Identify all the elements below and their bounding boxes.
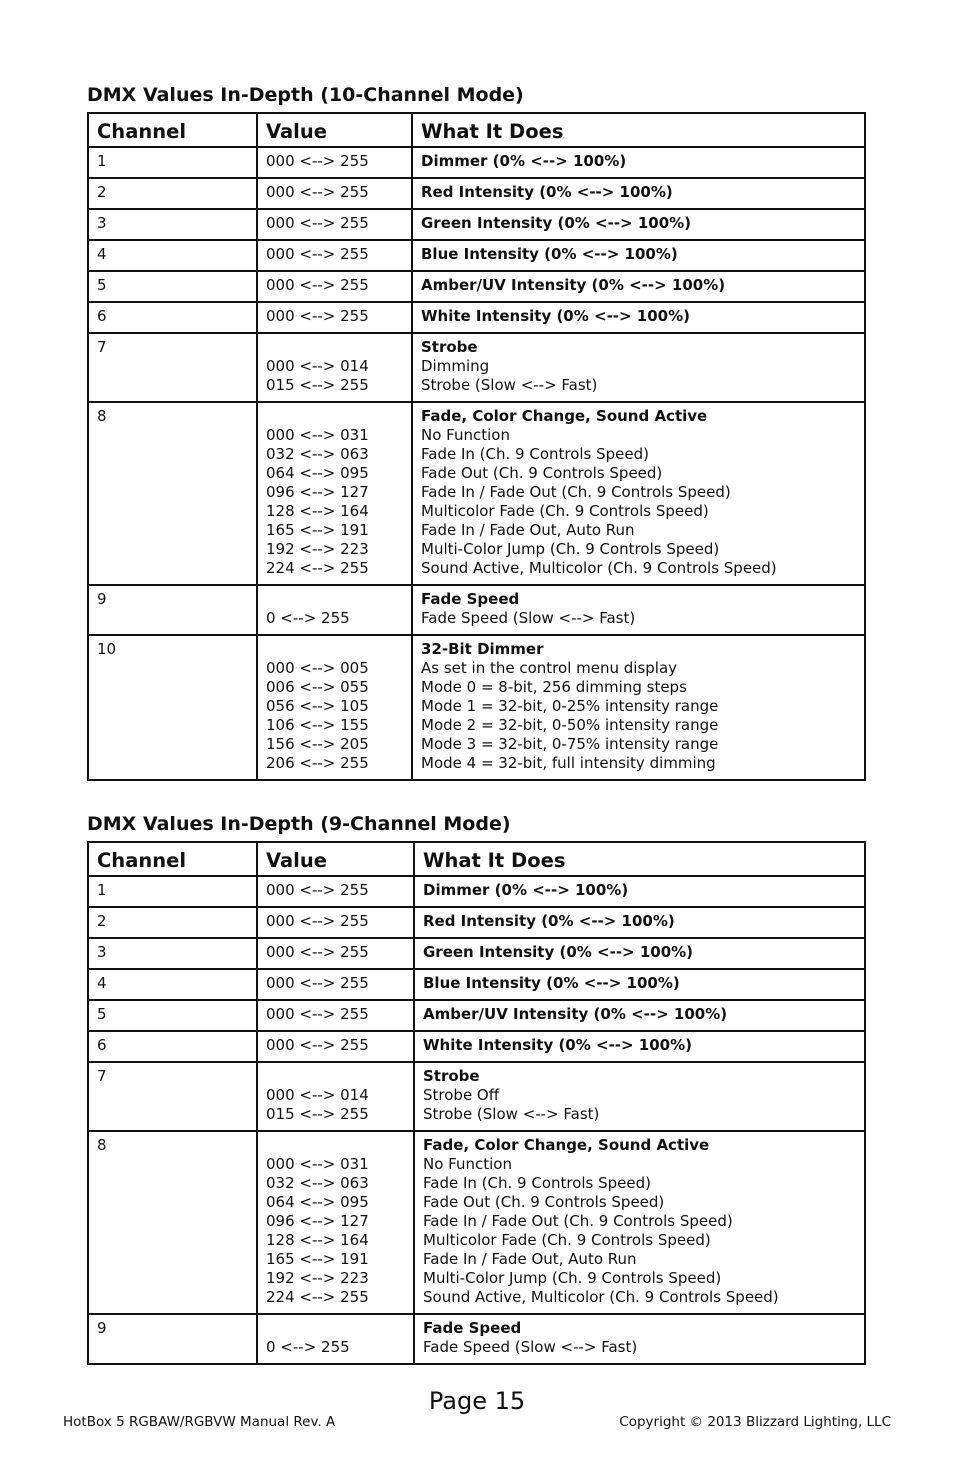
value-range: 106 <--> 155: [266, 716, 369, 734]
value-cell: [257, 635, 412, 780]
function-option: Dimming: [421, 357, 490, 375]
value-cell: [257, 333, 412, 402]
value-range: 032 <--> 063: [266, 1174, 369, 1192]
dmx-section-9-channel: [87, 813, 866, 1365]
value-range: 000 <--> 014: [266, 357, 369, 375]
value-cell: [257, 585, 412, 635]
function-option: Sound Active, Multicolor (Ch. 9 Controls Speed): [423, 1288, 779, 1306]
description-cell: [414, 969, 865, 1000]
function-option: Mode 1 = 32-bit, 0-25% intensity range: [421, 697, 719, 715]
function-heading: Strobe: [421, 338, 478, 356]
header-value: Value: [257, 113, 412, 147]
value-cell: [257, 938, 414, 969]
function-heading: Dimmer (0% <--> 100%): [423, 881, 629, 899]
value-range: 056 <--> 105: [266, 697, 369, 715]
value-cell: [257, 147, 412, 178]
channel-cell: 5: [88, 1000, 257, 1031]
description-cell: [412, 635, 865, 780]
function-option: Mode 3 = 32-bit, 0-75% intensity range: [421, 735, 719, 753]
function-option: Fade In (Ch. 9 Controls Speed): [421, 445, 650, 463]
value-range: 000 <--> 255: [266, 152, 369, 170]
function-option: Fade In / Fade Out (Ch. 9 Controls Speed): [423, 1212, 733, 1230]
table-row: [88, 969, 865, 1000]
function-option: Strobe Off: [423, 1086, 500, 1104]
value-cell: [257, 1131, 414, 1314]
channel-cell: 8: [88, 402, 257, 585]
value-range: 165 <--> 191: [266, 1250, 369, 1268]
page-number: Page 15: [428, 1387, 526, 1415]
function-option: Mode 2 = 32-bit, 0-50% intensity range: [421, 716, 719, 734]
section-title: DMX Values In-Depth (10-Channel Mode): [87, 84, 524, 106]
channel-cell: 7: [88, 333, 257, 402]
function-option: As set in the control menu display: [421, 659, 678, 677]
function-option: No Function: [421, 426, 510, 444]
table-row: [88, 635, 865, 780]
table-row: [88, 1031, 865, 1062]
header-channel: Channel: [88, 842, 257, 876]
description-cell: [412, 147, 865, 178]
function-heading: Fade Speed: [421, 590, 520, 608]
value-range: 000 <--> 255: [266, 881, 369, 899]
description-cell: [412, 209, 865, 240]
table-row: [88, 178, 865, 209]
value-cell: [257, 1031, 414, 1062]
channel-cell: 6: [88, 1031, 257, 1062]
description-cell: [412, 333, 865, 402]
function-option: Fade Speed (Slow <--> Fast): [421, 609, 636, 627]
table-row: [88, 907, 865, 938]
table-row: [88, 240, 865, 271]
table-row: [88, 302, 865, 333]
value-range: 006 <--> 055: [266, 678, 369, 696]
function-heading: Dimmer (0% <--> 100%): [421, 152, 627, 170]
table-header-row: [88, 842, 865, 876]
value-range: 000 <--> 255: [266, 307, 369, 325]
description-cell: [414, 876, 865, 907]
value-range: 000 <--> 255: [266, 276, 369, 294]
description-cell: [414, 1131, 865, 1314]
value-range: 096 <--> 127: [266, 1212, 369, 1230]
value-range: 015 <--> 255: [266, 1105, 369, 1123]
function-heading: Fade, Color Change, Sound Active: [421, 407, 708, 425]
value-range: 000 <--> 255: [266, 974, 369, 992]
value-range: 000 <--> 014: [266, 1086, 369, 1104]
description-cell: [414, 1031, 865, 1062]
value-range: 0 <--> 255: [266, 1338, 350, 1356]
function-heading: Strobe: [423, 1067, 480, 1085]
function-option: Multi-Color Jump (Ch. 9 Controls Speed): [423, 1269, 722, 1287]
value-cell: [257, 1062, 414, 1131]
description-cell: [412, 302, 865, 333]
table-row: [88, 1062, 865, 1131]
function-option: Fade In / Fade Out, Auto Run: [421, 521, 635, 539]
function-heading: White Intensity (0% <--> 100%): [421, 307, 691, 325]
channel-cell: 2: [88, 178, 257, 209]
function-option: Multi-Color Jump (Ch. 9 Controls Speed): [421, 540, 720, 558]
channel-cell: 6: [88, 302, 257, 333]
function-option: Strobe (Slow <--> Fast): [421, 376, 598, 394]
value-cell: [257, 240, 412, 271]
value-range: 156 <--> 205: [266, 735, 369, 753]
manual-revision: HotBox 5 RGBAW/RGBVW Manual Rev. A: [63, 1414, 336, 1430]
value-range: 206 <--> 255: [266, 754, 369, 772]
function-option: Fade Speed (Slow <--> Fast): [423, 1338, 638, 1356]
function-heading: Blue Intensity (0% <--> 100%): [423, 974, 680, 992]
value-cell: [257, 969, 414, 1000]
dmx-section-10-channel: [87, 84, 866, 781]
function-option: Multicolor Fade (Ch. 9 Controls Speed): [423, 1231, 711, 1249]
table-row: [88, 876, 865, 907]
table-row: [88, 1131, 865, 1314]
value-cell: [257, 907, 414, 938]
value-range: 000 <--> 031: [266, 1155, 369, 1173]
dmx-table: [87, 112, 866, 781]
function-option: Fade In (Ch. 9 Controls Speed): [423, 1174, 652, 1192]
channel-cell: 9: [88, 1314, 257, 1364]
value-cell: [257, 876, 414, 907]
channel-cell: 2: [88, 907, 257, 938]
channel-cell: 4: [88, 969, 257, 1000]
value-range: 015 <--> 255: [266, 376, 369, 394]
value-range: 096 <--> 127: [266, 483, 369, 501]
dmx-table: [87, 841, 866, 1365]
copyright: Copyright © 2013 Blizzard Lighting, LLC: [619, 1414, 891, 1430]
function-heading: White Intensity (0% <--> 100%): [423, 1036, 693, 1054]
value-cell: [257, 402, 412, 585]
table-row: [88, 209, 865, 240]
value-cell: [257, 302, 412, 333]
value-cell: [257, 1000, 414, 1031]
table-row: [88, 938, 865, 969]
function-option: Mode 0 = 8-bit, 256 dimming steps: [421, 678, 687, 696]
function-option: Sound Active, Multicolor (Ch. 9 Controls Speed): [421, 559, 777, 577]
value-range: 064 <--> 095: [266, 1193, 369, 1211]
function-heading: Fade, Color Change, Sound Active: [423, 1136, 710, 1154]
table-row: [88, 1000, 865, 1031]
value-range: 032 <--> 063: [266, 445, 369, 463]
description-cell: [414, 1314, 865, 1364]
channel-cell: 3: [88, 209, 257, 240]
channel-cell: 3: [88, 938, 257, 969]
value-cell: [257, 271, 412, 302]
function-option: Fade In / Fade Out, Auto Run: [423, 1250, 637, 1268]
channel-cell: 1: [88, 876, 257, 907]
channel-cell: 1: [88, 147, 257, 178]
function-heading: Red Intensity (0% <--> 100%): [423, 912, 675, 930]
channel-cell: 10: [88, 635, 257, 780]
function-option: No Function: [423, 1155, 512, 1173]
table-row: [88, 585, 865, 635]
header-what-it-does: What It Does: [412, 113, 865, 147]
function-heading: Red Intensity (0% <--> 100%): [421, 183, 673, 201]
table-row: [88, 333, 865, 402]
function-option: Strobe (Slow <--> Fast): [423, 1105, 600, 1123]
function-heading: Blue Intensity (0% <--> 100%): [421, 245, 678, 263]
table-row: [88, 147, 865, 178]
value-range: 000 <--> 255: [266, 912, 369, 930]
function-heading: Amber/UV Intensity (0% <--> 100%): [423, 1005, 728, 1023]
function-option: Mode 4 = 32-bit, full intensity dimming: [421, 754, 716, 772]
header-value: Value: [257, 842, 414, 876]
value-range: 192 <--> 223: [266, 1269, 369, 1287]
description-cell: [412, 240, 865, 271]
value-range: 128 <--> 164: [266, 1231, 369, 1249]
function-heading: 32-Bit Dimmer: [421, 640, 544, 658]
function-heading: Fade Speed: [423, 1319, 522, 1337]
value-cell: [257, 209, 412, 240]
header-what-it-does: What It Does: [414, 842, 865, 876]
channel-cell: 9: [88, 585, 257, 635]
table-header-row: [88, 113, 865, 147]
value-range: 192 <--> 223: [266, 540, 369, 558]
function-option: Multicolor Fade (Ch. 9 Controls Speed): [421, 502, 709, 520]
value-range: 000 <--> 255: [266, 943, 369, 961]
value-range: 128 <--> 164: [266, 502, 369, 520]
value-range: 000 <--> 255: [266, 1036, 369, 1054]
channel-cell: 8: [88, 1131, 257, 1314]
table-row: [88, 1314, 865, 1364]
function-option: Fade In / Fade Out (Ch. 9 Controls Speed): [421, 483, 731, 501]
header-channel: Channel: [88, 113, 257, 147]
description-cell: [414, 1062, 865, 1131]
value-range: 000 <--> 255: [266, 183, 369, 201]
function-heading: Green Intensity (0% <--> 100%): [423, 943, 694, 961]
description-cell: [412, 402, 865, 585]
description-cell: [412, 585, 865, 635]
value-range: 000 <--> 255: [266, 1005, 369, 1023]
channel-cell: 5: [88, 271, 257, 302]
value-range: 224 <--> 255: [266, 559, 369, 577]
function-heading: Green Intensity (0% <--> 100%): [421, 214, 692, 232]
channel-cell: 4: [88, 240, 257, 271]
value-cell: [257, 178, 412, 209]
value-range: 165 <--> 191: [266, 521, 369, 539]
value-cell: [257, 1314, 414, 1364]
description-cell: [414, 1000, 865, 1031]
function-heading: Amber/UV Intensity (0% <--> 100%): [421, 276, 726, 294]
table-row: [88, 271, 865, 302]
section-title: DMX Values In-Depth (9-Channel Mode): [87, 813, 511, 835]
description-cell: [414, 907, 865, 938]
description-cell: [412, 271, 865, 302]
description-cell: [414, 938, 865, 969]
value-range: 000 <--> 255: [266, 245, 369, 263]
value-range: 064 <--> 095: [266, 464, 369, 482]
table-row: [88, 402, 865, 585]
value-range: 000 <--> 031: [266, 426, 369, 444]
value-range: 224 <--> 255: [266, 1288, 369, 1306]
function-option: Fade Out (Ch. 9 Controls Speed): [421, 464, 663, 482]
channel-cell: 7: [88, 1062, 257, 1131]
description-cell: [412, 178, 865, 209]
value-range: 000 <--> 005: [266, 659, 369, 677]
value-range: 0 <--> 255: [266, 609, 350, 627]
value-range: 000 <--> 255: [266, 214, 369, 232]
function-option: Fade Out (Ch. 9 Controls Speed): [423, 1193, 665, 1211]
